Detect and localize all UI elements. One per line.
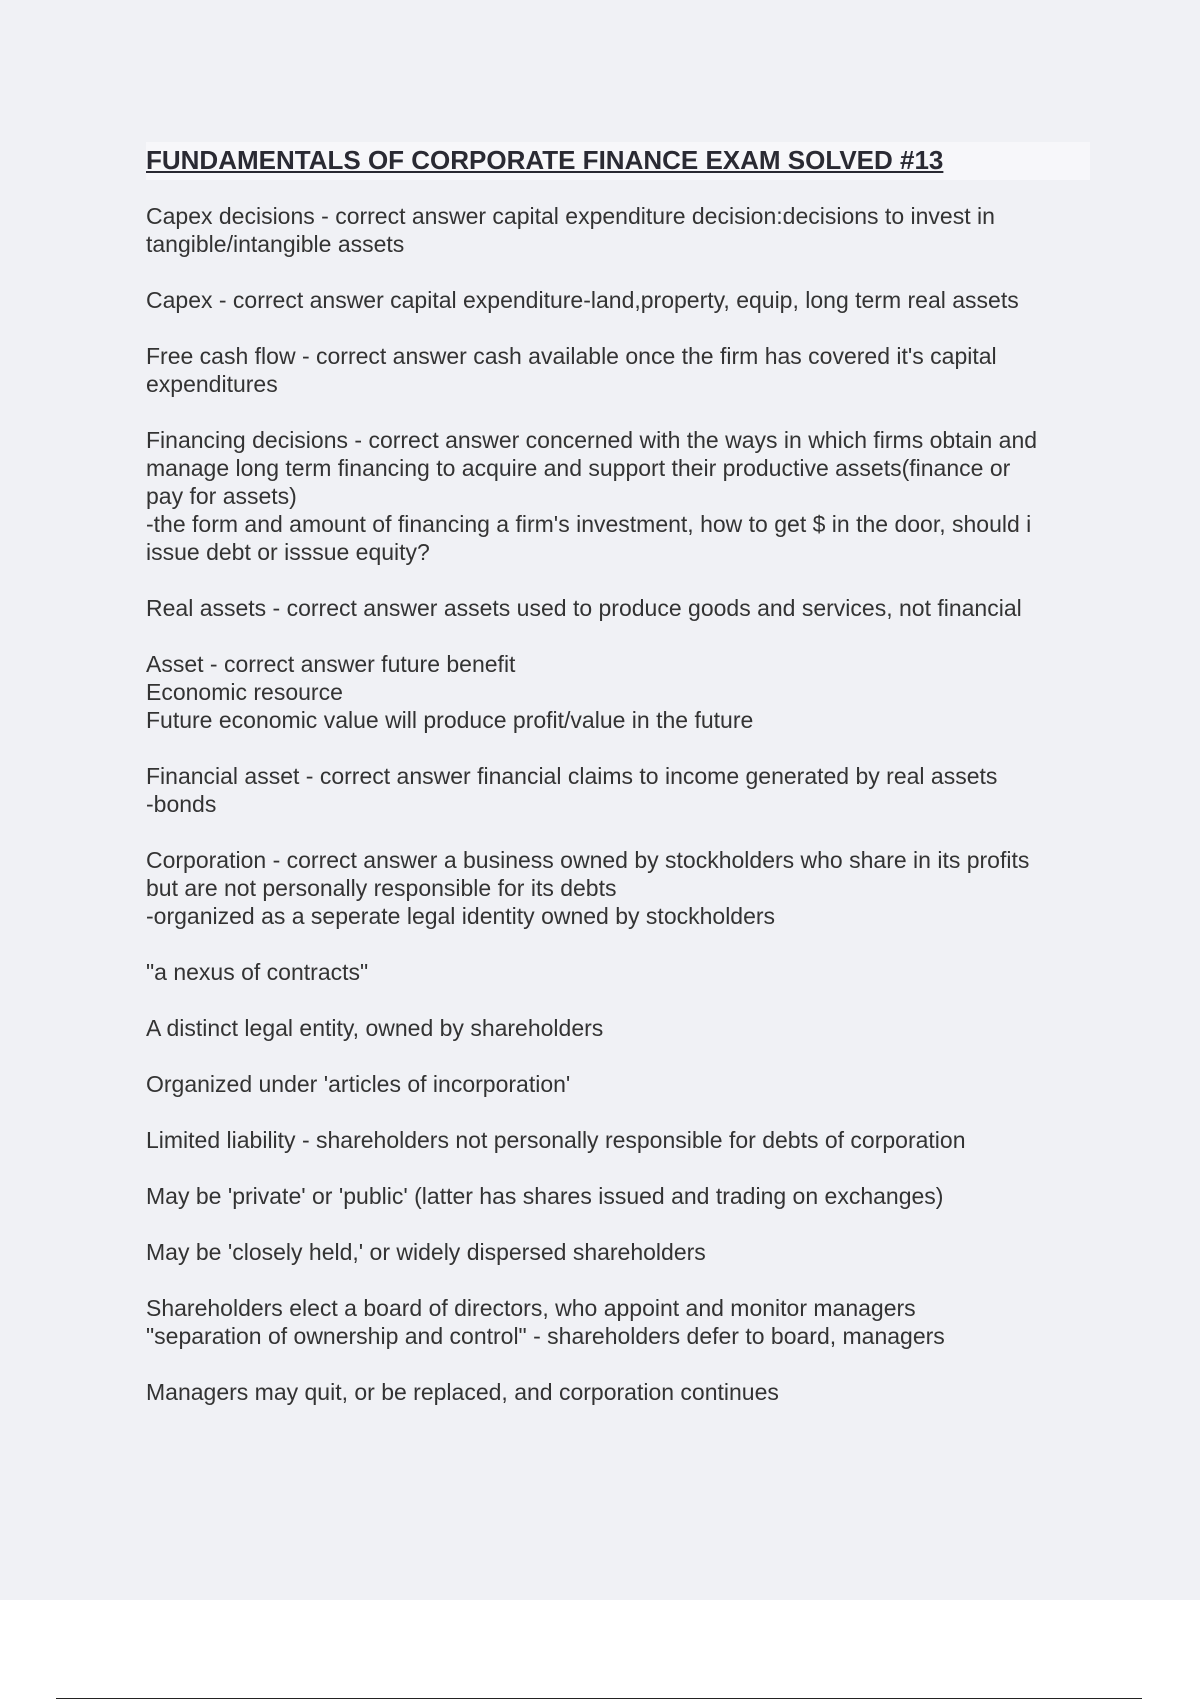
entry-line: May be 'private' or 'public' (latter has shares issued and trading on exchanges) [146,1183,944,1209]
qa-entry [146,762,1090,818]
entry-line: but are not personally responsible for its debts [146,875,617,901]
entry-line: Organized under 'articles of incorporation' [146,1071,571,1097]
qa-entry [146,426,1090,566]
qa-entry [146,1294,1090,1350]
qa-entry [146,1070,1090,1098]
document-content [146,142,1090,1434]
document-title: FUNDAMENTALS OF CORPORATE FINANCE EXAM SOLVED #13 [146,142,1090,180]
qa-entry [146,1378,1090,1406]
entry-line: Managers may quit, or be replaced, and corporation continues [146,1379,779,1405]
qa-entry [146,1126,1090,1154]
entry-line: A distinct legal entity, owned by shareholders [146,1015,604,1041]
entry-line: Shareholders elect a board of directors, who appoint and monitor managers [146,1295,916,1321]
entry-line: Financial asset - correct answer financial claims to income generated by real assets [146,763,998,789]
entry-line: Capex - correct answer capital expenditure-land,property, equip, long term real assets [146,287,1019,313]
entry-line: Free cash flow - correct answer cash available once the firm has covered it's capital [146,343,997,369]
qa-entry [146,342,1090,398]
qa-entry [146,650,1090,734]
entry-line: -the form and amount of financing a firm's investment, how to get $ in the door, should i [146,511,1032,537]
entry-list [146,202,1090,1406]
entry-line: "separation of ownership and control" - shareholders defer to board, managers [146,1323,945,1349]
entry-line: Corporation - correct answer a business owned by stockholders who share in its profits [146,847,1030,873]
qa-entry [146,1238,1090,1266]
entry-line: pay for assets) [146,483,297,509]
qa-entry [146,1182,1090,1210]
qa-entry [146,286,1090,314]
entry-line: -bonds [146,791,217,817]
qa-entry [146,202,1090,258]
entry-line: Asset - correct answer future benefit [146,651,516,677]
entry-line: -organized as a seperate legal identity owned by stockholders [146,903,776,929]
entry-line: "a nexus of contracts" [146,959,369,985]
qa-entry [146,594,1090,622]
entry-line: Real assets - correct answer assets used to produce goods and services, not financial [146,595,1022,621]
entry-line: Capex decisions - correct answer capital expenditure decision:decisions to invest in [146,203,995,229]
qa-entry [146,1014,1090,1042]
entry-line: Future economic value will produce profit/value in the future [146,707,754,733]
entry-line: issue debt or isssue equity? [146,539,430,565]
entry-line: manage long term financing to acquire and support their productive assets(finance or [146,455,1011,481]
entry-line: tangible/intangible assets [146,231,405,257]
qa-entry [146,958,1090,986]
entry-line: Economic resource [146,679,343,705]
entry-line: Limited liability - shareholders not personally responsible for debts of corporation [146,1127,966,1153]
footer-divider [56,1698,1142,1699]
entry-line: May be 'closely held,' or widely dispersed shareholders [146,1239,706,1265]
qa-entry [146,846,1090,930]
entry-line: expenditures [146,371,278,397]
entry-line: Financing decisions - correct answer concerned with the ways in which firms obtain and [146,427,1038,453]
